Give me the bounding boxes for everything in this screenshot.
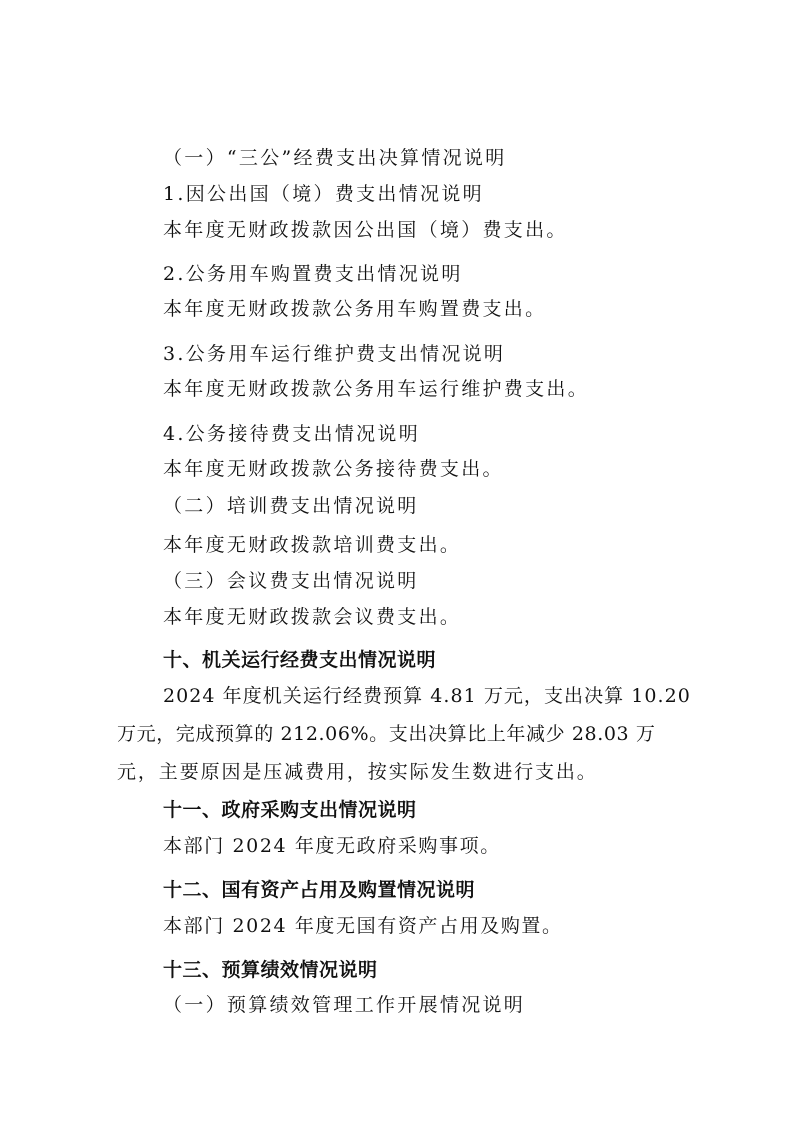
- vehicle-operation-heading: 3.公务用车运行维护费支出情况说明: [163, 343, 506, 365]
- training-expense-heading: （二）培训费支出情况说明: [163, 495, 419, 517]
- three-public-expenses-heading: （一）“三公”经费支出决算情况说明: [163, 147, 507, 169]
- section-12-heading: 十二、国有资产占用及购置情况说明: [163, 879, 476, 901]
- section-11-heading: 十一、政府采购支出情况说明: [163, 799, 417, 821]
- section-13-heading: 十三、预算绩效情况说明: [163, 959, 378, 981]
- vehicle-purchase-text: 本年度无财政拨款公务用车购置费支出。: [163, 298, 547, 320]
- meeting-expense-heading: （三）会议费支出情况说明: [163, 570, 419, 592]
- reception-expense-text: 本年度无财政拨款公务接待费支出。: [163, 458, 504, 480]
- training-expense-text: 本年度无财政拨款培训费支出。: [163, 534, 462, 556]
- overseas-expense-heading: 1.因公出国（境）费支出情况说明: [163, 183, 484, 205]
- section-12-text: 本部门 2024 年度无国有资产占用及购置。: [163, 915, 563, 937]
- meeting-expense-text: 本年度无财政拨款会议费支出。: [163, 606, 462, 628]
- section-11-text: 本部门 2024 年度无政府采购事项。: [163, 835, 501, 857]
- reception-expense-heading: 4.公务接待费支出情况说明: [163, 423, 421, 445]
- section-10-paragraph-line-2: 万元，完成预算的 212.06%。支出决算比上年减少 28.03 万: [117, 723, 656, 745]
- section-10-paragraph-line-1: 2024 年度机关运行经费预算 4.81 万元，支出决算 10.20: [163, 685, 691, 707]
- overseas-expense-text: 本年度无财政拨款因公出国（境）费支出。: [163, 219, 568, 241]
- section-10-paragraph-line-3: 元，主要原因是压减费用，按实际发生数进行支出。: [117, 761, 598, 783]
- section-10-heading: 十、机关运行经费支出情况说明: [163, 649, 437, 671]
- performance-management-heading: （一）预算绩效管理工作开展情况说明: [163, 994, 526, 1016]
- vehicle-purchase-heading: 2.公务用车购置费支出情况说明: [163, 263, 463, 285]
- vehicle-operation-text: 本年度无财政拨款公务用车运行维护费支出。: [163, 378, 590, 400]
